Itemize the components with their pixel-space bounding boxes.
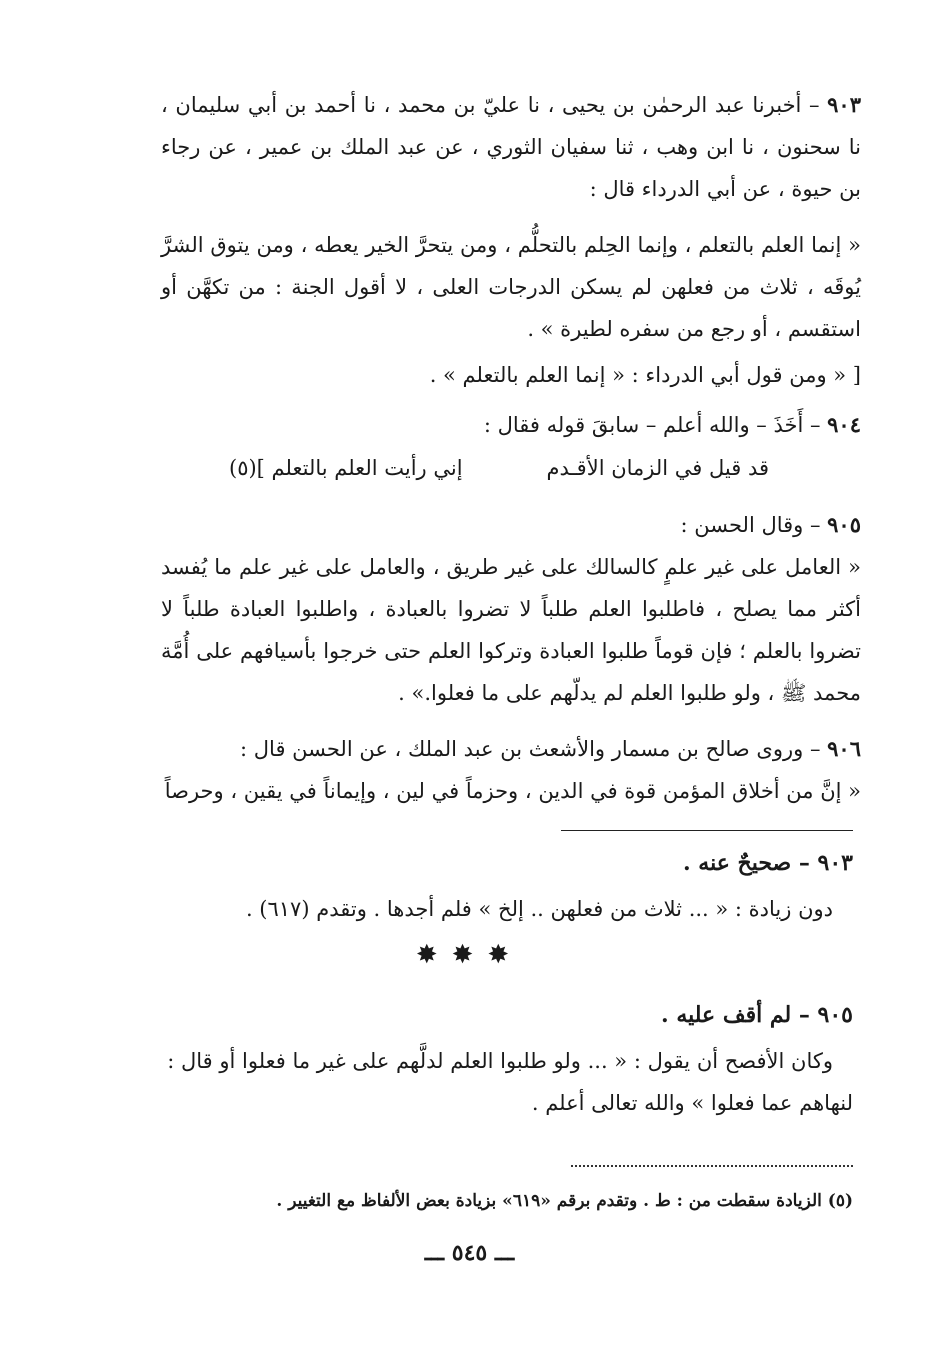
footnote-text: (٥) الزيادة سقطت من : ط . وتقدم برقم «٦١٩» بزيادة بعض الألفاظ مع التغيير . (276, 1191, 853, 1211)
entry-number: ٩٠٥ (827, 512, 861, 537)
entry-903-note (161, 358, 861, 392)
entry-903 (161, 84, 861, 210)
entry-904 (161, 404, 861, 446)
entry-number: ٩٠٣ (827, 92, 861, 117)
note-text: [ « ومن قول أبي الدرداء : « إنما العلم بالتعلم » . (429, 363, 861, 387)
verse-left-hemistich: إني رأيت العلم بالتعلم ](٥) (229, 456, 463, 480)
entry-905-quote (161, 546, 861, 714)
entry-text: – أَخَذَ – والله أعلم – سابقَ قوله فقال : (483, 413, 821, 437)
entry-text: – وقال الحسن : (680, 513, 821, 537)
commentary-903-text: دون زيادة : « ... ثلاث من فعلهن .. إلخ » فلم أجدها . وتقدم (٦١٧) . (245, 897, 833, 921)
commentary-903-title: ٩٠٣ – صحيحٌ عنه . (682, 850, 853, 876)
entry-number: ٩٠٤ (827, 412, 861, 437)
commentary-905-text: وكان الأفصح أن يقول : « ... ولو طلبوا العلم لدلَّهم على غير ما فعلوا أو قال : لنهاهم عما فعلوا » والله تعالى أعلم . (167, 1049, 853, 1115)
entry-text: – أخبرنا عبد الرحمٰن بن يحيى ، نا عليّ بن محمد ، نا أحمد بن أبي سليمان ، نا سحنون ، نا ابن وهب ، ثنا سفيان الثوري ، عن عبد الملك بن عمير ، عن رجاء بن حيوة ، عن أبي الدرداء قال : (161, 93, 861, 201)
footnote (133, 1186, 853, 1216)
quote-text: « إنما العلم بالتعلم ، وإنما الحِلم بالتحلُّم ، ومن يتحرَّ الخير يعطه ، ومن يتوق الشرَّ يُوقَه ، ثلاث من فعلهن لم يسكن الدرجات العلى ، لا أقول الجنة : من تكهَّن أو استقسم ، أو رجع من سفره لطيرة » . (161, 233, 861, 341)
entry-number: ٩٠٦ (827, 736, 861, 761)
separator-rule (561, 830, 853, 831)
entry-906-quote (161, 770, 861, 812)
footnote-separator (571, 1165, 853, 1167)
entry-905 (161, 504, 861, 546)
verse-line (229, 456, 769, 480)
quote-text: « العامل على غير علمٍ كالسالك على غير طريق ، والعامل على غير علم ما يُفسد أكثر مما يصلح ، فاطلبوا العلم طلباً لا تضروا بالعبادة ، واطلبوا العبادة طلباً لا تضروا بالعلم ؛ فإن قوماً طلبوا العبادة وتركوا العلم حتى خرجوا بأسيافهم على أُمَّة محمد ﷺ ، ولو طلبوا العلم لم يدلّهم على ما فعلوا.» . (161, 555, 861, 705)
stars-ornament: ✸✸✸ (415, 940, 524, 970)
entry-text: – وروى صالح بن مسمار والأشعث بن عبد الملك ، عن الحسن قال : (240, 737, 821, 761)
entry-903-quote (161, 224, 861, 350)
commentary-905-title: ٩٠٥ – لم أقف عليه . (661, 1002, 853, 1028)
quote-text: « إنَّ من أخلاق المؤمن قوة في الدين ، وحزماً في لين ، وإيماناً في يقين ، وحرصاً (164, 779, 861, 803)
verse-right-hemistich: قد قيل في الزمان الأقـدم (546, 456, 769, 480)
entry-906 (161, 728, 861, 770)
page-number: ـــ ٥٤٥ ـــ (424, 1240, 515, 1266)
